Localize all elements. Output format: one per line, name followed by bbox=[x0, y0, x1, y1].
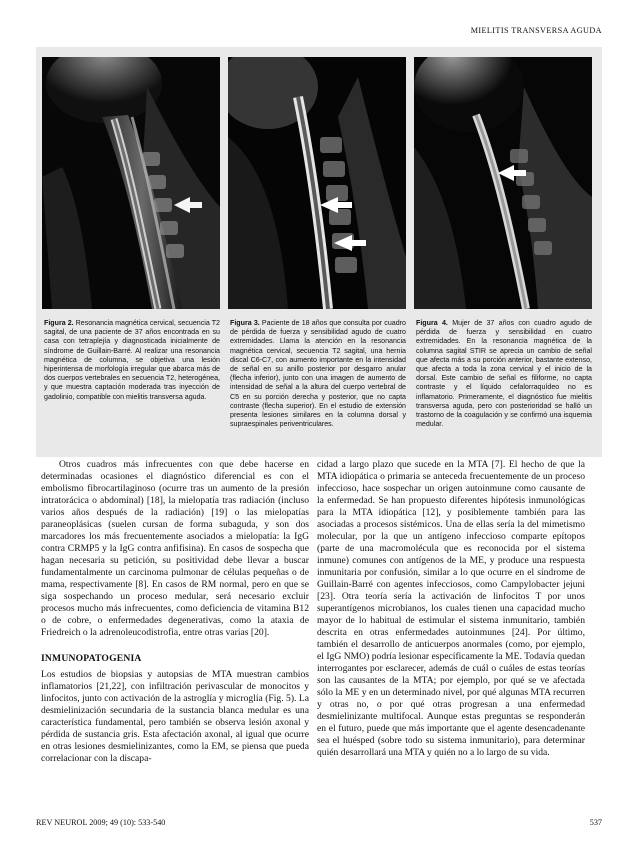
figure-2-label: Figura 2. bbox=[44, 319, 74, 327]
body-column-left bbox=[41, 459, 309, 765]
body-column-right bbox=[317, 459, 585, 759]
section-heading-inmunopatogenia: INMUNOPATOGENIA bbox=[41, 653, 142, 664]
figure-3 bbox=[228, 57, 408, 429]
mri-image-figure-4 bbox=[414, 57, 592, 309]
running-head: MIELITIS TRANSVERSA AGUDA bbox=[470, 26, 602, 35]
page-number: 537 bbox=[589, 818, 602, 827]
figure-2 bbox=[42, 57, 222, 402]
figure-4-text: Mujer de 37 años con cuadro agudo de pérdida de fuerza y sensibilidad en cuatro extremidades. En la resonancia magnética de la columna sagital STIR se aprecia un cambio de señal que afecta más a su porción anterior, bastante extenso, que afecta a toda la zona cervical y el inicio de la dorsal. Este cambio de señal es filiforme, no capta contraste y el líquido cefalorraquídeo no es inflamatorio. Primeramente, el diagnóstico fue mielitis transversa aguda, pero con posterioridad se halló un trastorno de la coagulación y se confirmó una isquemia medular. bbox=[416, 319, 592, 429]
figures-panel bbox=[36, 47, 602, 457]
paragraph-autoimmune-hypotheses: cidad a largo plazo que sucede en la MTA [7]. El hecho de que la MTA idiopática o primaria se anteceda frecuentemente de un proceso infeccioso, hace sospechar un origen autoinmune como causante de la enfermedad. Se han propuesto diferentes hipótesis inmunológicas para la MTA idiopática [12], y posiblemente también para las asociadas a procesos sistémicos. Una de ellas sería la del mimetismo molecular, por la que un antígeno infeccioso comparte epítopos (parte de una macromolécula que es reconocida por el sistema inmune) comunes con antígenos de la ME, y produce una respuesta inmunitaria por confusión, similar a lo que ocurre en el síndrome de Guillain-Barré con agentes infecciosos, como Campylobacter jejuni [23]. Otra teoría sería la activación de linfocitos T por unos superantígenos microbianos, los cuales tienen una capacidad mucho mayor de lo habitual de estimular el sistema inmunitario, también descrita en otras enfermedades autoinmunes [24]. Por último, también el desarrollo de anticuerpos anormales (como, por ejemplo, el IgG NMO) podría lesionar específicamente la ME. Todavía quedan interrogantes por esclarecer, además de cuál o cuáles de estas teorías son las causantes de la MTA; por ejemplo, por qué se ve afectada sólo la ME y en un determinado nivel, por qué algunas MTA recurren y otras no, o por qué otras progresan a una enfermedad desmielinizante multifocal. Aunque estas preguntas se responderán en el futuro, puede que más importante que el agente desencadenante sea el huésped (sobre todo su sistema inmunitario), para determinar quién desarrollará una MTA y quién no a lo largo de su vida. bbox=[317, 459, 585, 758]
paragraph-differential-diagnosis: Otros cuadros más infrecuentes con que debe hacerse en determinadas ocasiones el diagnóstico diferencial es con el embolismo fibrocartilaginoso (ocurre tras un aumento de la presión intratorácica o abdominal) [18], la mielopatía tras radiación (incluso varios años después de la radiación) [19] o las mielopatías paraneoplásicas (suelen cursan de forma subaguda, y son dos marcadores los más frecuentemente asociados a mielopatía: la IgG contra CRMP5 y la IgG contra anfifisina). En casos de sospecha que hagan necesaria su petición, su positividad debe llevar a buscar fundamentalmente un carcinoma pulmonar de células pequeñas o de mama, respectivamente [8]. En casos de RM normal, pero en que se siga sospechando un proceso medular, será necesario excluir procesos mucho más infrecuentes, como deficiencia de vitamina B12 o de cobre, o enfermedades degenerativas, como la ataxia de Friedreich o la adrenoleucodistrofia, entre otras varias [20]. bbox=[41, 459, 309, 638]
mri-image-figure-3 bbox=[228, 57, 406, 309]
paragraph-biopsies: Los estudios de biopsias y autopsias de MTA muestran cambios inflamatorios [21,22], con infiltración perivascular de monocitos y linfocitos, junto con activación de la astroglía y microglía (Fig. 5). La desmielinización secundaria de la sustancia blanca medular es una característica fundamental, pero también se observa lesión axonal y pérdida de sustancia gris. Esta afectación axonal, al igual que ocurre en otras lesiones desmielinizantes, como la EM, se piensa que pueda correlacionar con la discapa- bbox=[41, 669, 309, 764]
journal-citation: REV NEUROL 2009; 49 (10): 533-540 bbox=[36, 818, 166, 827]
figure-4 bbox=[414, 57, 594, 429]
figure-3-caption bbox=[228, 319, 408, 429]
figure-2-text: Resonancia magnética cervical, secuencia T2 sagital, de una paciente de 37 años encontrada en su casa con tetraplejía y diagnosticada inicialmente de síndrome de Guillain-Barré. Al realizar una resonancia magnética de columna, se objetiva una lesión hiperintensa de morfología irregular que abarca más de dos cuerpos vertebrales en secuencia T2, heterogénea, y que muestra captación moderada tras inyección de gadolinio, compatible con mielitis transversa aguda. bbox=[44, 319, 220, 401]
figure-3-text: Paciente de 18 años que consulta por cuadro de pérdida de fuerza y sensibilidad agudo de cuatro extremidades. Llama la atención en la resonancia magnética cervical, secuencia T2 sagital, una hernia discal C6-C7, con aumento importante en la intensidad de señal en su anillo posterior por desgarro anular (flecha inferior), junto con una imagen de aumento de intensidad de señal a la altura del cuerpo vertebral de C5 en su porción derecha y posterior, que no capta contraste (flecha superior). En el estudio de extensión presenta lesiones similares en la columna dorsal y supraespinales periventriculares. bbox=[230, 319, 406, 429]
figure-4-label: Figura 4. bbox=[416, 319, 448, 327]
figure-3-label: Figura 3. bbox=[230, 319, 260, 327]
figure-4-caption bbox=[414, 319, 594, 429]
mri-image-figure-2 bbox=[42, 57, 220, 309]
figure-2-caption bbox=[42, 319, 222, 402]
